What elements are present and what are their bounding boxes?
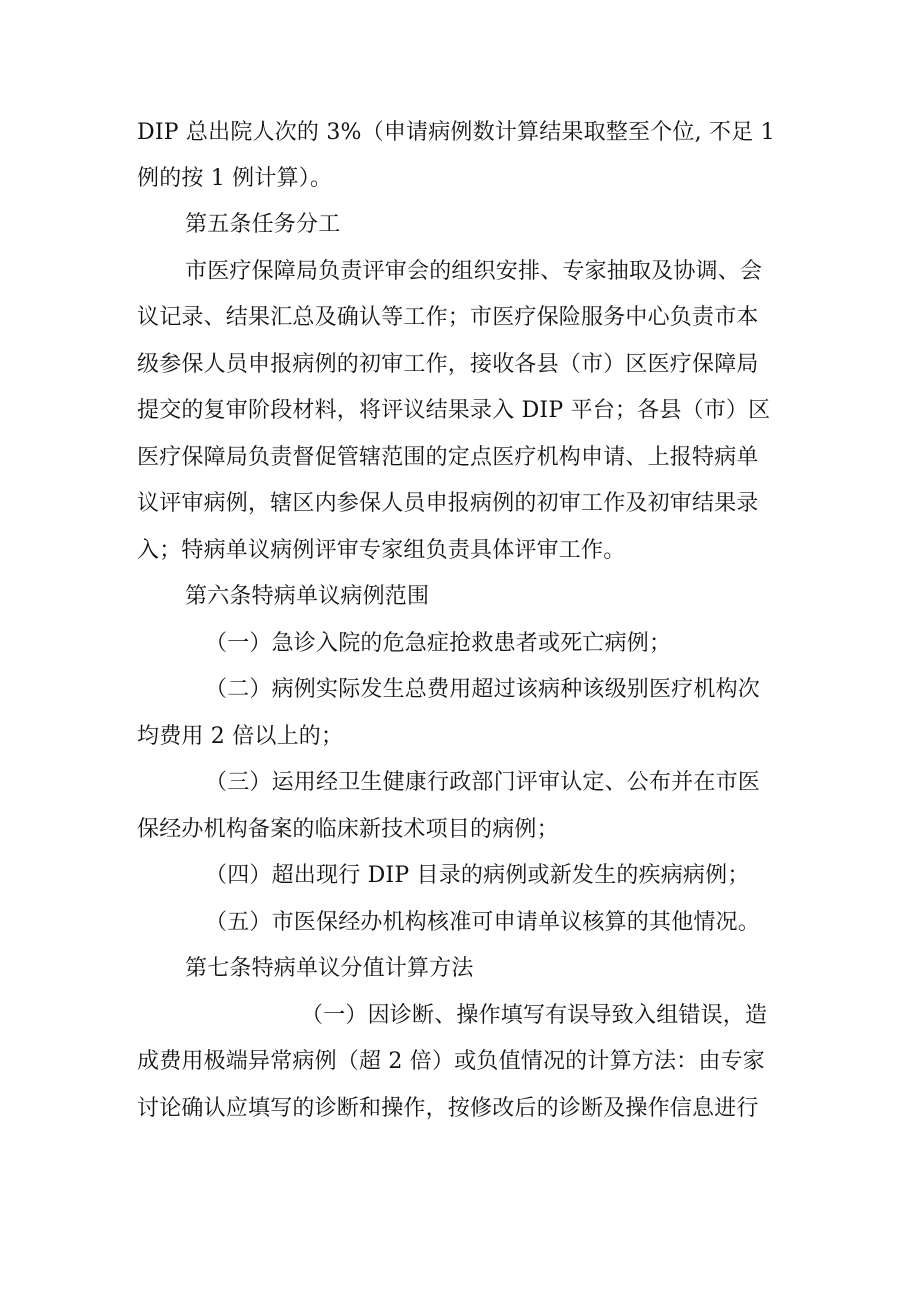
text-line: DIP 总出院人次的 3%（申请病例数计算结果取整至个位, 不足 1 (137, 120, 775, 145)
text-line: 议评审病例，辖区内参保人员申报病例的初审工作及初审结果录 (137, 491, 759, 516)
text-line: 成费用极端异常病例（超 2 倍）或负值情况的计算方法：由专家 (137, 1049, 765, 1074)
list-item: （一）因诊断、操作填写有误导致入组错误，造 (301, 1003, 768, 1028)
list-item: （三）运用经卫生健康行政部门评审认定、公布并在市医 (205, 770, 761, 795)
list-item: （二）病例实际发生总费用超过该病种该级别医疗机构次 (205, 677, 761, 702)
section-heading-7: 第七条特病单议分值计算方法 (185, 956, 474, 981)
text-line: 市医疗保障局负责评审会的组织安排、专家抽取及协调、会 (185, 259, 763, 284)
text-line: 入；特病单议病例评审专家组负责具体评审工作。 (137, 538, 626, 563)
section-heading-5: 第五条任务分工 (185, 212, 341, 237)
text-line: 医疗保障局负责督促管辖范围的定点医疗机构申请、上报特病单 (137, 445, 759, 470)
text-line: 讨论确认应填写的诊断和操作，按修改后的诊断及操作信息进行 (137, 1096, 759, 1121)
list-item: （一）急诊入院的危急症抢救患者或死亡病例； (205, 631, 672, 656)
list-item: （四）超出现行 DIP 目录的病例或新发生的疾病病例； (205, 863, 750, 888)
text-line: 例的按 1 例计算）。 (137, 166, 333, 191)
text-line: 级参保人员申报病例的初审工作，接收各县（市）区医疗保障局 (137, 352, 759, 377)
section-heading-6: 第六条特病单议病例范围 (185, 584, 430, 609)
text-line: 保经办机构备案的临床新技术项目的病例； (137, 817, 559, 842)
text-line: 议记录、结果汇总及确认等工作；市医疗保险服务中心负责市本 (137, 305, 759, 330)
text-line: 均费用 2 倍以上的； (137, 724, 344, 749)
list-item: （五）市医保经办机构核准可申请单议核算的其他情况。 (205, 910, 761, 935)
text-line: 提交的复审阶段材料，将评议结果录入 DIP 平台；各县（市）区 (137, 398, 771, 423)
